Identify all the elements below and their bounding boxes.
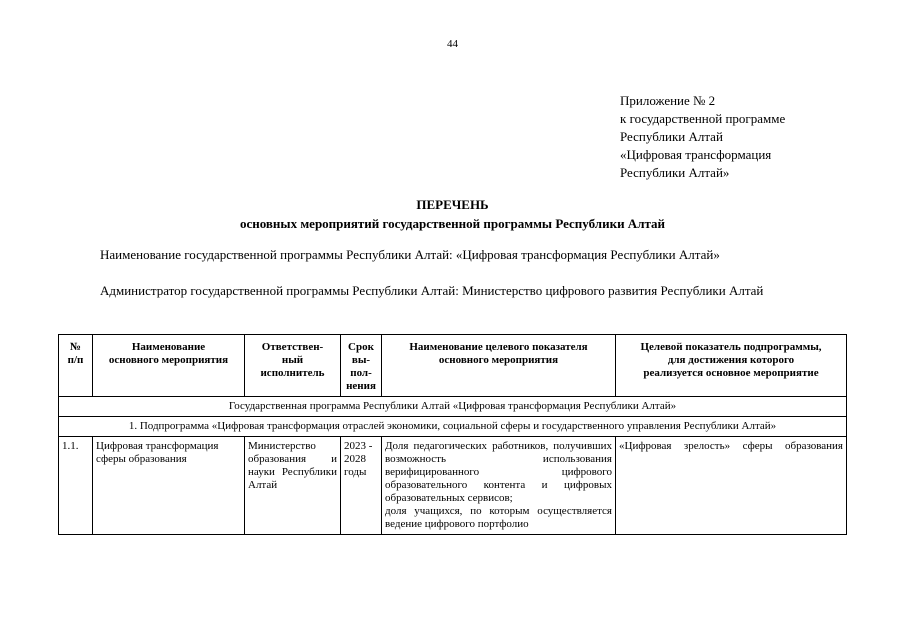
appendix-line: «Цифровая трансформация (620, 147, 772, 162)
header-text: Целевой показатель подпрограммы, (640, 341, 822, 353)
row-indicator-cell (382, 437, 616, 535)
row-term-cell: 2023 - 2028 годы (341, 437, 382, 535)
header-text: для достижения которого (667, 354, 795, 366)
table-header-row (59, 335, 847, 397)
header-text: пол- (350, 367, 372, 379)
header-name (93, 335, 245, 397)
page-number: 44 (447, 38, 458, 50)
header-text: основного мероприятия (108, 354, 229, 366)
program-administrator: Администратор государственной программы Республики Алтай: Министерство цифрового развития Республики Алтай (100, 283, 764, 298)
appendix-line: к государственной программе (620, 111, 786, 126)
header-text: Наименование целевого показателя (409, 341, 588, 353)
header-text: реализуется основное мероприятие (643, 367, 819, 379)
header-indicator (382, 335, 616, 397)
appendix-line: Республики Алтай» (620, 165, 730, 180)
row-num-cell: 1.1. (59, 437, 93, 535)
header-text: Ответствен- (261, 341, 324, 353)
header-term (341, 335, 382, 397)
header-target (616, 335, 847, 397)
header-text: вы- (351, 354, 371, 366)
indicator-text: Доля педагогических работников, получивших возможность использования верифицированного цифрового образовательного контента и цифровых образовательных сервисов; (385, 440, 612, 504)
row-name-cell: Цифровая трансформация сферы образования (93, 437, 245, 535)
header-text: нения (346, 380, 376, 392)
header-text: п/п (67, 354, 84, 366)
header-text: № (69, 341, 82, 353)
appendix-line: Приложение № 2 (620, 93, 716, 108)
header-executor (245, 335, 341, 397)
header-text: исполнитель (260, 367, 325, 379)
header-text: Срок (348, 341, 374, 353)
header-text: ный (281, 354, 304, 366)
program-name: Наименование государственной программы Республики Алтай: «Цифровая трансформация Республики Алтай» (100, 247, 720, 262)
row-target-cell: «Цифровая зрелость» сферы образования (616, 437, 847, 535)
appendix-line: Республики Алтай (620, 129, 723, 144)
appendix-note (620, 92, 785, 182)
header-num (59, 335, 93, 397)
title-line: ПЕРЕЧЕНЬ (416, 197, 489, 212)
subprogram-row (59, 417, 847, 437)
document-title (0, 195, 905, 233)
header-text: основного мероприятия (438, 354, 559, 366)
measures-table (58, 334, 847, 535)
subtitle-line: основных мероприятий государственной программы Республики Алтай (239, 216, 666, 231)
program-row-cell: Государственная программа Республики Алтай «Цифровая трансформация Республики Алтай» (59, 397, 847, 417)
header-text: Наименование (131, 341, 206, 353)
program-row (59, 397, 847, 417)
subprogram-row-cell: 1. Подпрограмма «Цифровая трансформация отраслей экономики, социальной сферы и государственного управления Республики Алтай» (59, 417, 847, 437)
indicator-text: доля учащихся, по которым осуществляется ведение цифрового портфолио (385, 505, 612, 530)
row-executor-cell: Министерство образования и науки Республики Алтай (245, 437, 341, 535)
table-row (59, 437, 847, 535)
